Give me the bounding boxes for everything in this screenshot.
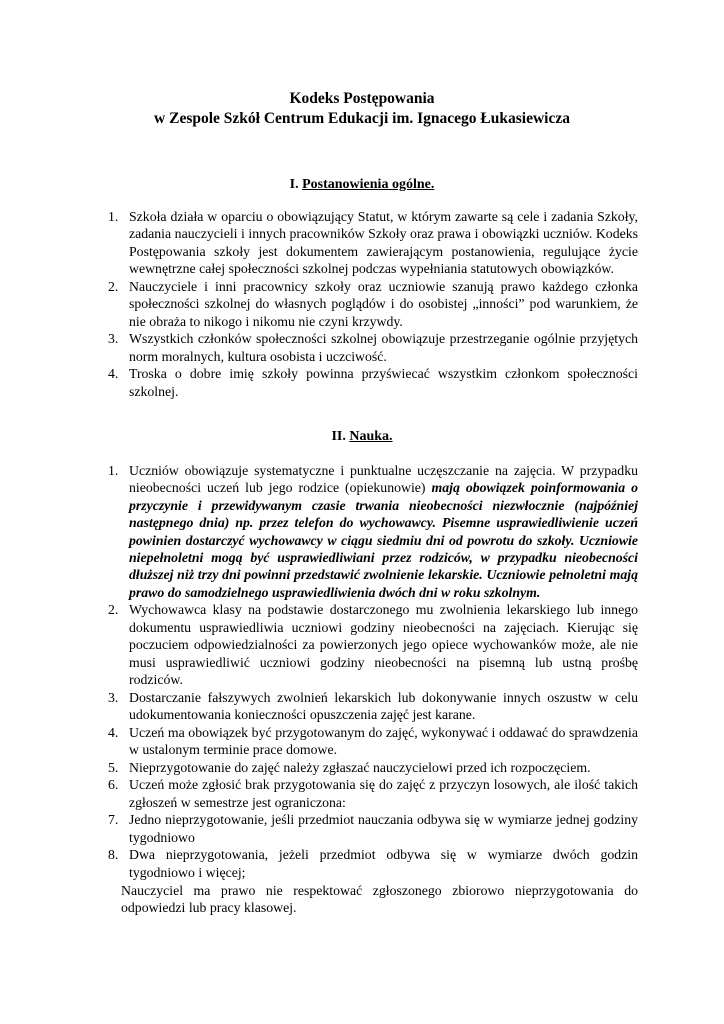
item-text: Wszystkich członków społeczności szkolnej obowiązuje przestrzeganie ogólnie przyjętych norm moralnych, kultura osobista i uczciwość. (129, 331, 638, 364)
general-provisions-list (101, 208, 638, 400)
item-text: Szkoła działa w oparciu o obowiązujący Statut, w którym zawarte są cele i zadania Szkoły, zadania nauczycieli i innych pracowników Szkoły oraz prawa i obowiązki uczniów. Kodeks Postępowania szkoły jest dokumentem zawierającym postanowienia, regulujące życie wewnętrzne całej społeczności szkolnej podczas wypełniania statutowych obowiązków. (129, 209, 638, 277)
item-text: Nieprzygotowanie do zajęć należy zgłaszać nauczycielowi przed ich rozpoczęciem. (129, 759, 591, 775)
list-item (101, 601, 638, 688)
learning-rules-list (101, 462, 638, 881)
section-number: II. (331, 429, 346, 444)
item-text: Troska o dobre imię szkoły powinna przyświecać wszystkim członkom społeczności szkolnej. (129, 366, 638, 399)
item-text: Nauczyciele i inni pracownicy szkoły oraz uczniowie szanują prawo każdego członka społeczności szkolnej do własnych poglądów i do osobistej „inności” pod warunkiem, że nie obraża to nikogo i nikomu nie czyni krzywdy. (129, 278, 638, 329)
item-text: Uczniów obowiązuje systematyczne i punktualne uczęszczanie na zajęcia. W przypadku nieobecności uczeń lub jego rodzice (opiekunowie) (129, 463, 638, 496)
item-text: Dostarczanie fałszywych zwolnień lekarskich lub dokonywanie innych oszustw w celu udokumentowania konieczności opuszczenia zajęć jest karane. (129, 689, 638, 723)
section-heading-learning (0, 428, 724, 446)
item-text: Wychowawca klasy na podstawie dostarczonego mu zwolnienia lekarskiego lub innego dokumentu usprawiedliwia uczniowi godziny nieobecności na zajęciach. Kierując się poczuciem odpowiedzialności za powierzonych jego opiece wychowanków może, ale nie musi usprawiedliwić uczniowi godziny nieobecności na pisemną lub ustną prośbę rodziców. (129, 602, 638, 688)
item-number: 3. (108, 689, 119, 705)
list-item (101, 462, 638, 601)
document-subtitle: w Zespole Szkół Centrum Edukacji im. Ignacego Łukasiewicza (154, 110, 570, 127)
item-text: Jedno nieprzygotowanie, jeśli przedmiot nauczania odbywa się w wymiarze jednej godziny tygodniowo (129, 812, 638, 845)
list-item (101, 330, 638, 365)
list-item (101, 278, 638, 330)
item-number: 2. (108, 278, 119, 294)
list-item (101, 724, 638, 759)
item-text: Uczeń ma obowiązek być przygotowanym do zajęć, wykonywać i oddawać do sprawdzenia w ustalonym terminie prace domowe. (129, 724, 638, 758)
item-number: 6. (108, 777, 119, 793)
list-item (101, 208, 638, 278)
list-item (101, 689, 638, 724)
list-item (101, 846, 638, 881)
list-item (101, 811, 638, 846)
section-heading-general (0, 176, 724, 194)
item-number: 3. (108, 331, 119, 347)
item-number: 7. (108, 812, 119, 828)
list-item (101, 759, 638, 776)
teacher-note: Nauczyciel ma prawo nie respektować zgłoszonego zbiorowo nieprzygotowania do odpowiedzi lub pracy klasowej. (121, 883, 638, 916)
list-item (101, 365, 638, 400)
item-text-emphasis: mają obowiązek poinformowania o przyczynie i przewidywanym czasie trwania nieobecności niezwłocznie (najpóźniej następnego dnia) np. przez telefon do wychowawcy. Pisemne usprawiedliwienie uczeń powinien dostarczyć wychowawcy w ciągu siedmiu dni od powrotu do szkoły. Uczniowie niepełnoletni mogą być usprawiedliwiani przez rodziców, w przypadku nieobecności dłuższej niż trzy dni powinni przedstawić zwolnienie lekarskie. Uczniowie pełnoletni mają prawo do samodzielnego usprawiedliwienia dwóch dni w roku szkolnym. (129, 480, 638, 600)
item-number: 1. (108, 209, 119, 224)
item-text: Dwa nieprzygotowania, jeżeli przedmiot odbywa się w wymiarze dwóch godzin tygodniowo i więcej; (129, 847, 638, 880)
item-number: 4. (108, 366, 119, 382)
list-item (101, 776, 638, 811)
item-number: 8. (108, 847, 119, 863)
item-number: 1. (108, 463, 119, 478)
document-title: Kodeks Postępowania (289, 90, 435, 107)
item-number: 5. (108, 759, 119, 775)
item-number: 2. (108, 602, 119, 618)
section-number: I. (289, 177, 299, 192)
section-title: Postanowienia ogólne. (302, 177, 435, 192)
item-text: Uczeń może zgłosić brak przygotowania się do zajęć z przyczyn losowych, ale ilość takich zgłoszeń w semestrze jest ograniczona: (129, 777, 638, 810)
item-number: 4. (108, 724, 119, 740)
section-title: Nauka. (349, 429, 393, 444)
